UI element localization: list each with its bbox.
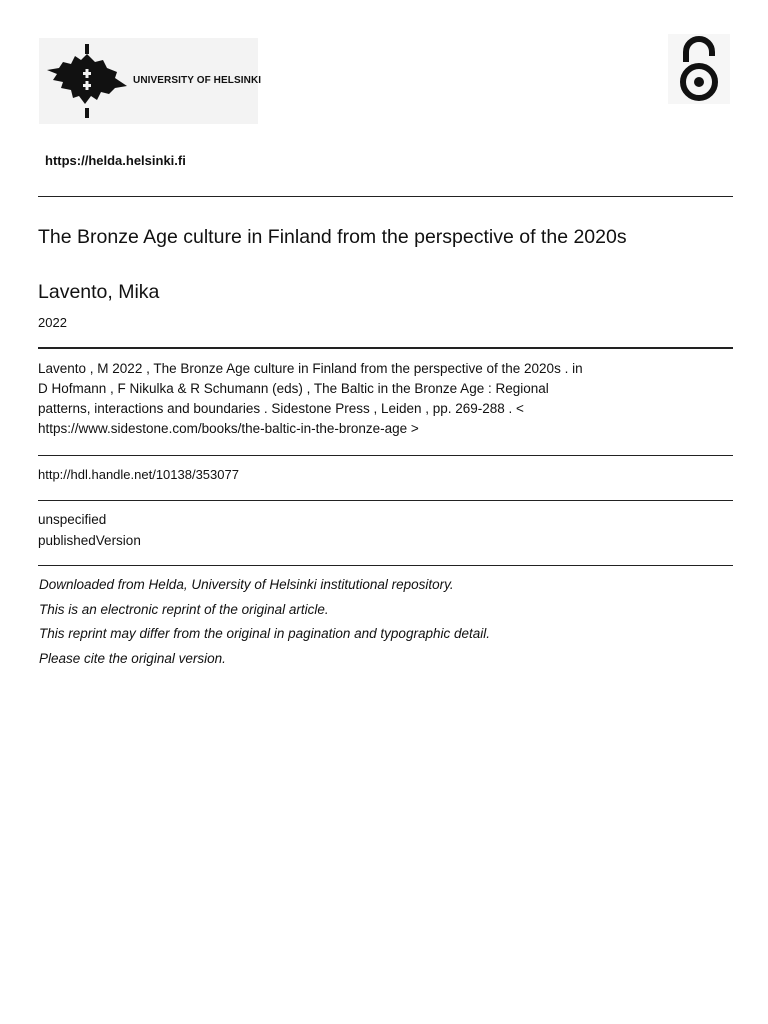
version-text: publishedVersion: [38, 533, 141, 548]
citation-line: patterns, interactions and boundaries . Sidestone Press , Leiden , pp. 269-288 . <: [38, 401, 524, 416]
open-access-lock-icon: [668, 34, 730, 104]
repository-url[interactable]: https://helda.helsinki.fi: [45, 153, 186, 168]
citation: [38, 359, 638, 439]
citation-line: https://www.sidestone.com/books/the-baltic-in-the-bronze-age >: [38, 421, 419, 436]
license-text: unspecified: [38, 512, 107, 527]
citation-line: D Hofmann , F Nikulka & R Schumann (eds) , The Baltic in the Bronze Age : Regional: [38, 381, 549, 396]
divider: [38, 455, 733, 456]
article-title: The Bronze Age culture in Finland from the perspective of the 2020s: [38, 226, 627, 248]
helsinki-flame-logo-icon: [45, 42, 145, 122]
publication-year: 2022: [38, 315, 67, 330]
divider: [38, 196, 733, 197]
divider: [38, 347, 733, 349]
citation-line: Lavento , M 2022 , The Bronze Age culture in Finland from the perspective of the 2020s . in: [38, 361, 583, 376]
disclaimer-line: This reprint may differ from the original in pagination and typographic detail.: [39, 626, 490, 641]
disclaimer-line: This is an electronic reprint of the original article.: [39, 602, 329, 617]
disclaimer-line: Please cite the original version.: [39, 651, 226, 666]
handle-url[interactable]: http://hdl.handle.net/10138/353077: [38, 467, 239, 482]
article-author: Lavento, Mika: [38, 281, 160, 303]
disclaimer-line: Downloaded from Helda, University of Helsinki institutional repository.: [39, 577, 454, 592]
logo-text: UNIVERSITY OF HELSINKI: [133, 75, 262, 86]
divider: [38, 565, 733, 566]
divider: [38, 500, 733, 501]
